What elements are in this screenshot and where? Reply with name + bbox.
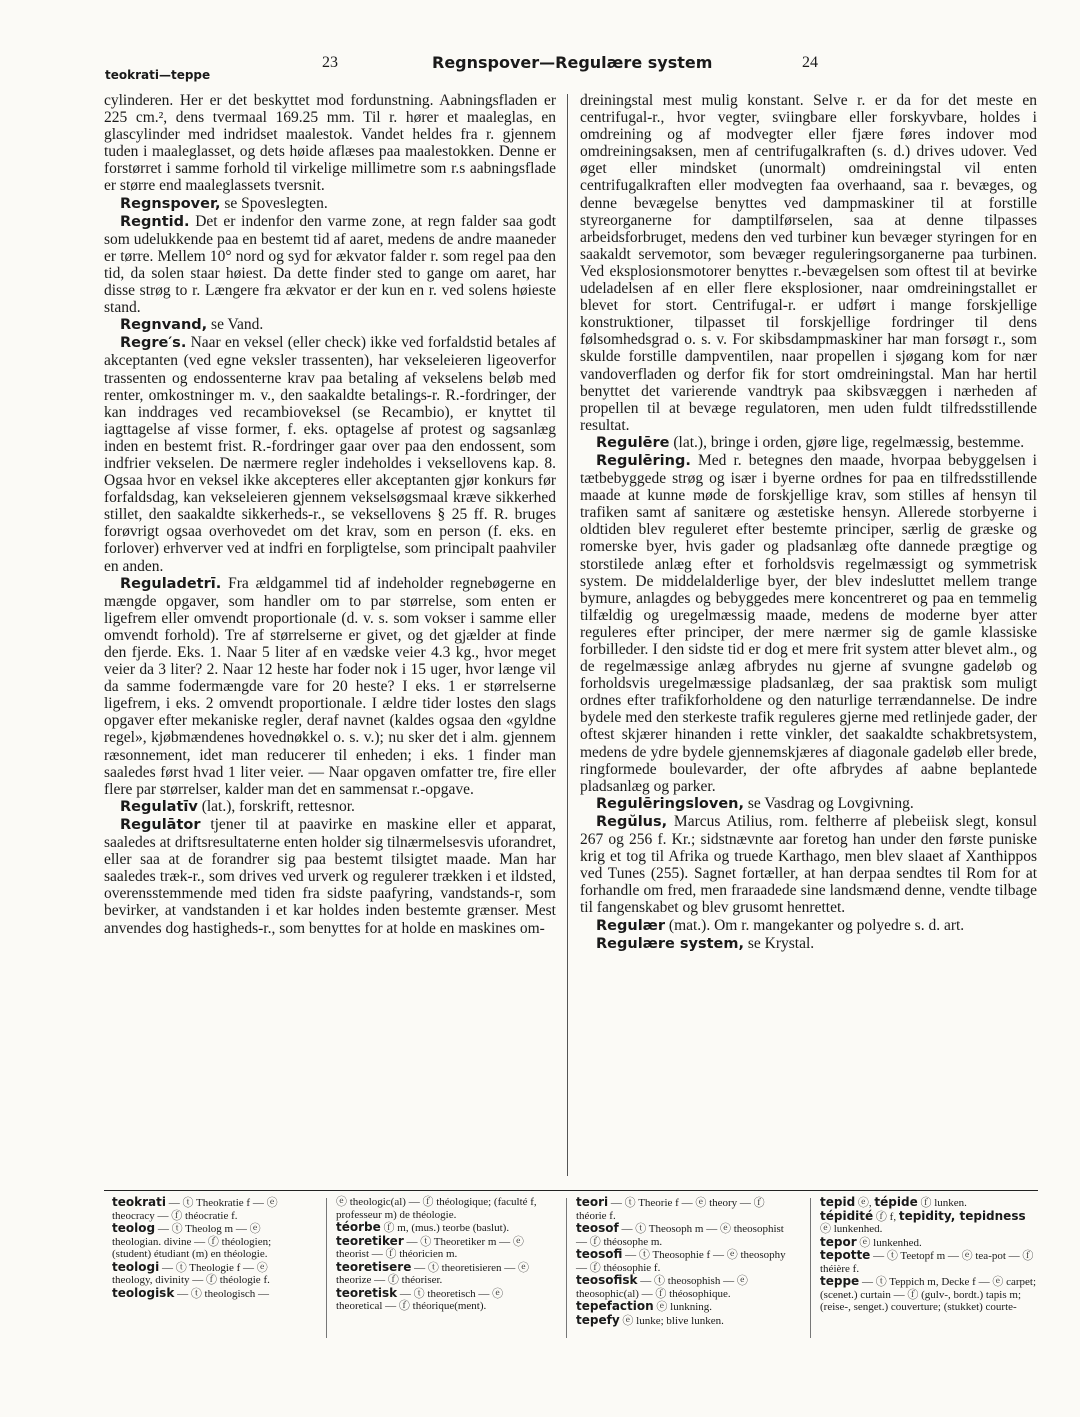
entry-text: ⓔ lunke; blive lunken. bbox=[619, 1314, 724, 1327]
headword: teologi bbox=[112, 1259, 160, 1274]
footnote-divider bbox=[326, 1198, 327, 1338]
entry-text: Marcus Atilius, rom. feltherre af plebeiisk slegt, konsul 267 og 256 f. Kr.; sidstnævnte aar foretog han under den første puniske krig et tog til Afrika og truede Karthago, men blev slaaet af Xanthippos ved Tunes (255). Sagnet fortæller, at han derpaa sendtes til Rom for at forhandle om fred, men fraraadede sine landsmænd denne, vendte tilbage til fangenskabet og blev grusomt henrettet. bbox=[580, 812, 1037, 917]
headword: teosofi bbox=[576, 1247, 623, 1261]
entry-text: — ⓣ theosophish — ⓔ theosophic(al) — ⓕ théosophique. bbox=[576, 1275, 748, 1300]
headword: teoretisk bbox=[336, 1285, 398, 1300]
entry-text: — ⓣ Teetopf m — ⓔ tea-pot — ⓕ théière f. bbox=[820, 1250, 1034, 1275]
headword: teologisk bbox=[112, 1285, 175, 1300]
footnote-entry bbox=[112, 1222, 308, 1261]
headword: Regulær bbox=[596, 917, 666, 934]
footnote-entry bbox=[336, 1261, 550, 1287]
footnote-column-2 bbox=[336, 1196, 550, 1313]
entry-text: ⓔ lunkning. bbox=[653, 1301, 713, 1313]
guide-words: teokrati—teppe bbox=[105, 68, 211, 82]
entry-text: (lat.), bringe i orden, gjøre lige, regelmæssig, bestemme. bbox=[669, 433, 1025, 451]
footnote-entry bbox=[576, 1196, 796, 1222]
entry-text: (mat.). Om r. mangekanter og polyedre s. d. art. bbox=[665, 916, 965, 934]
entry-text: dreiningstal mest mulig konstant. Selve r. er da for det meste en centrifugal-r., hvor vegter, sviingbare eller forskyvbare, holdes i omdreining og af modvegter eller fjære føres indover mod omdreiningsaksen, men af centrifugalkraften (s. d.) drives udover. Ved øget eller mindsket (unormalt) omdreiningstal vil enten centrifugalkraften eller modvegten faa overhaand, saa r. bevæges, og denne bevægelse benyttes ved dampmaskiner til at forstille styreorganerne for damptilførselen, saa at denne tilpasses arbeidsforbruget, medens den ved turbiner kun bevæger styringen for en saakaldt servemotor, som bevæger reguleringsorganerne paa turbinen. Ved eksplosionsmotorer benyttes r.-bevægelsen som oftest til at bevirke udeladelsen af en eller flere eksplosioner, naar omdreiningstallet er blevet for stort. Centrifugal-r. er udført i mange forskjellige konstruktioner, tilpasset til forskjellige fordringer til dens følsomhedsgrad o. s. v. For skibsdampmaskiner har man forsøgt r., som skulde forstille dampventilen, naar propellen i sjøgang kom for nær vandoverfladen og derfor fik for stort omdreiningstal. Man har hertil benyttet det varierende vandtryk paa skibsvæggen i nærheden af propellen til at bevæge regulatoren, men uden fuldt tilfredsstillende resultat. bbox=[580, 92, 1037, 434]
footnote-entry bbox=[820, 1196, 1038, 1210]
entry-text: Fra ældgammel tid af indeholder regnebøgerne en mængde opgaver, som handler om to par størrelse, som enten er ligefrem eller omvendt proportionale (d. v. s. som vokser i samme eller omvendt forhold). Tre af størrelserne er givet, og det gjælder at finde den fjerde. Eks. 1. Naar 5 liter af en vædske veier 4.3 kg., hvor meget veier da 3 liter? 2. Naar 12 heste har foder nok i 15 uger, hvor længe vil da samme fodermængde vare for 20 heste? I eks. 1 er størrelserne ligefrem, i eks. 2 omvendt proportionale. I ældre tider lostes den slags opgaver efter mekaniske regler, deraf navnet (kaldes ogsaa den «gyldne regel», kjøbmændenes hovednøkkel o. s. v.); nu sker det i alm. gjennem ræsonnement, idet man reducerer til enheden; i eks. 1 finder man saaledes først hvad 1 liter veier. — Naar opgaven omfatter tre, fire eller flere par størrelser, kalder man det en sammensat r.-opgave. bbox=[104, 574, 556, 798]
entry bbox=[580, 92, 1037, 434]
footnote-entry bbox=[112, 1261, 308, 1287]
headword: teokrati bbox=[112, 1195, 166, 1209]
entry bbox=[104, 798, 556, 816]
headword: Regnvand, bbox=[120, 317, 208, 334]
headword: teoretisere bbox=[336, 1259, 412, 1274]
headword: tepefaction bbox=[576, 1299, 654, 1313]
headword: tépide bbox=[874, 1195, 918, 1209]
page-number-right: 24 bbox=[802, 54, 818, 71]
entry-text: Med r. betegnes den maade, hvorpaa bebyggelsen i tætbebyggede strøg og især i byerne ordnes for paa en tilfredsstillende maade at kunne møde de forskjellige krav, som stilles af hensyn til trafiken samt af sanitære og æstetiske hensyn. Allerede storbyerne i oldtiden blev reguleret efter bestemte principer, særlig de græske og romerske byer, hvis gader og pladsanlæg ofte dannede prægtige og storstilede anlæg efter et forholdsvis regelmæssigt og symmetrisk system. De middelalderlige byer, der blev indesluttet mellem trange bymure, anlagdes og bebyggedes mere koncentreret og paa en temmelig tilfældig og uregelmæssig maade, medens de moderne byer atter reguleres efter principer, der mere nærmer sig de gamle klassiske forbilleder. I den sidste tid er dog et mere frit system atter blevet alm., og de regelmæssige anlæg afbrydes nu gjerne af svungne gadeløb og forholdsvis uregelmæssige pladsanlæg, der saa praktisk som muligt ordnes efter trafikforholdene og den naturlige terrændannelse. De indre bydele med den sterkeste trafik reguleres gjerne med retlinjede gader, der oftest skjærer hinanden i rette vinkler, det saakaldte schakbretsystem, medens de ydre bydele gjennemskjæres af diagonale gadeløb eller brede, ringformede boulevarder, der ofte afbrydes af aabne beplantede pladsanlæg og parker. bbox=[580, 451, 1037, 795]
footnote-rule bbox=[104, 1190, 1038, 1191]
footnote-entry bbox=[112, 1287, 308, 1301]
entry bbox=[580, 434, 1037, 452]
entry-text: cylinderen. Her er det beskyttet mod fordunstning. Aabningsfladen er 225 cm.², dens tvermaal 169.25 mm. Til r. hører et maaleglas, en glascylinder med indridset maalestok. Vandet heldes fra r. gjennem tuden i maaleglasset, og dets høide aflæses paa maalestokken. Denne er forstørret i samme forhold til virkelige millimetre som r.s aabningsflade er større end maaleglassets tversnit. bbox=[104, 92, 556, 195]
entry bbox=[580, 452, 1037, 795]
entry-text: se Vand. bbox=[207, 316, 264, 334]
headword: teolog bbox=[112, 1221, 156, 1235]
entry-text: — ⓣ theoretisieren — ⓔ theorize — ⓕ théoriser. bbox=[336, 1261, 529, 1286]
footnote-entry bbox=[336, 1287, 550, 1313]
footnote-column-3 bbox=[576, 1196, 796, 1327]
entry-text: Det er indenfor den varme zone, at regn falder saa godt som udelukkende paa en bestemt tid af aaret, medens de andre maaneder er tørre. Mellem 10° nord og syd for ækvator falder r. som regel paa den tid, da solen staar høiest. Da dette finder sted to gange om aaret, har disse strøg to r. Længere fra ækvator er der kun en r. ved solens høieste stand. bbox=[104, 212, 556, 317]
entry-text: (lat.), forskrift, rettesnor. bbox=[197, 797, 355, 815]
footnote-column-4 bbox=[820, 1196, 1038, 1314]
footnote-column-1 bbox=[112, 1196, 308, 1300]
footnote-entry bbox=[820, 1236, 1038, 1250]
entry-text: ⓔ, bbox=[855, 1197, 875, 1209]
footnote-entry bbox=[336, 1221, 550, 1235]
entry bbox=[104, 92, 556, 195]
footnote-entry bbox=[112, 1196, 308, 1222]
entry-text: se Vasdrag og Lovgivning. bbox=[744, 794, 914, 812]
headword: Regulēre bbox=[596, 434, 670, 451]
entry bbox=[104, 816, 556, 937]
footnote-entry bbox=[576, 1314, 796, 1328]
entry-text: ⓕ f, bbox=[873, 1210, 899, 1223]
entry bbox=[580, 795, 1037, 813]
entry-text: se Krystal. bbox=[744, 934, 815, 952]
page-number-left: 23 bbox=[322, 54, 338, 71]
footnote-entry bbox=[576, 1248, 796, 1274]
footnote-entry bbox=[336, 1235, 550, 1261]
right-column bbox=[580, 92, 1037, 953]
entry-text: — ⓣ theoretisch — ⓔ theoretical — ⓕ théorique(ment). bbox=[336, 1287, 504, 1312]
entry-text: tjener til at paavirke en maskine eller et apparat, saaledes at driftsresultaterne enten holder sig tilnærmelsesvis uforandret, eller saa at de forandrer sig paa bestemt tilsigtet maade. Man har saaledes træk-r., som drives ved urverk og regulerer trækken i et ildsted, overensstemmende med tiden fra sidste paafyring, vandstands-r, som bevirker, at vandstanden i et kar holdes inden bestemte grænser. Mest anvendes dog hastigheds-r., som benyttes for at holde en maskines om- bbox=[104, 815, 556, 937]
entry-text: — ⓣ Teppich m, Decke f — ⓔ carpet; (scenet.) curtain — ⓕ (gulv-, bordt.) tapis m; (reise-, senget.) couverture; (stukket) courte- bbox=[820, 1276, 1037, 1313]
entry-text: ⓔ lunkenhed. bbox=[856, 1236, 922, 1249]
headword: Regulatīv bbox=[120, 798, 198, 815]
headword: Regre′s. bbox=[120, 335, 187, 352]
headword: Regulātor bbox=[120, 816, 201, 833]
footnote-entry bbox=[820, 1210, 1038, 1236]
entry-text: — ⓣ theologisch — bbox=[174, 1287, 270, 1300]
footnote-entry bbox=[820, 1275, 1038, 1314]
entry-text: Naar en veksel (eller check) ikke ved forfaldstid betales af akceptanten (ved egne veksler trassenten), har vekseleieren ligeoverfor trassenten og endossenterne krav paa betaling af vekselens beløb med renter, omkostninger m. v., den saakaldte betalings-r. R.-fordringer, der kan inddrages ved recambioveksel (se Recambio), er knyttet til iagttagelse af visse former, f. eks. optagelse af protest og sagsanlæg inden en bestemt frist. R.-fordringer gaar over paa den endossent, som indfrier vekselen. De nærmere regler indeholdes i veksellovens kap. 8. Ogsaa hvor en veksel ikke akcepteres eller akceptanten gjør konkurs før forfaldsdag, kan vekseleieren gjennem vekselsøgsmaal kræve sikkerhed stillet, den saakaldte sikkerheds-r., se veksellovens § 25 ff. R. bruges forøvrigt ogsaa overhovedet om det krav, som en person (f. eks. en forlover) erhverver ved at indfri en forpligtelse, som principalt paahviler en anden. bbox=[104, 334, 556, 575]
headword: teori bbox=[576, 1195, 609, 1209]
entry-text: — ⓣ Theologie f — ⓔ theology, divinity — ⓕ théologie f. bbox=[112, 1261, 270, 1286]
entry-text: — ⓣ Theolog m — ⓔ theologian. divine — ⓕ théologien; (student) étudiant (m) en théologie. bbox=[112, 1223, 272, 1260]
entry-text: — ⓣ Theosoph m — ⓔ theosophist — ⓕ théosophe m. bbox=[576, 1223, 784, 1248]
entry bbox=[104, 334, 556, 574]
headword: Regulære system, bbox=[596, 935, 744, 952]
entry bbox=[104, 213, 556, 317]
headword: téorbe bbox=[336, 1220, 381, 1234]
headword: Regulēringsloven, bbox=[596, 795, 745, 812]
entry-text: — ⓣ Theokratie f — ⓔ theocracy — ⓕ théocratie f. bbox=[112, 1197, 278, 1222]
entry-text: ⓔ lunkenhed. bbox=[820, 1223, 883, 1235]
headword: teosof bbox=[576, 1221, 619, 1235]
column-divider bbox=[567, 94, 568, 1176]
headword: tepefy bbox=[576, 1312, 620, 1327]
headword: Regnspover, bbox=[120, 195, 221, 212]
headword: tepid bbox=[820, 1195, 856, 1209]
headword: Regŭlus, bbox=[596, 813, 668, 830]
left-column bbox=[104, 92, 556, 937]
footnote-entry bbox=[336, 1196, 550, 1221]
footnote-divider bbox=[566, 1198, 567, 1338]
entry-text: — ⓣ Theorie f — ⓔ theory — ⓕ théorie f. bbox=[576, 1197, 765, 1222]
headword: Regulēring. bbox=[596, 452, 691, 469]
entry bbox=[104, 195, 556, 213]
entry-text: ⓕ m, (mus.) teorbe (baslut). bbox=[380, 1222, 510, 1234]
entry bbox=[104, 316, 556, 334]
footnote-entry bbox=[576, 1222, 796, 1248]
entry-text: ⓔ theologic(al) — ⓕ théologique; (faculté f, professeur m) de théologie. bbox=[336, 1196, 537, 1221]
headword: tepidity, tepidness bbox=[898, 1208, 1026, 1223]
footnote-entry bbox=[576, 1274, 796, 1300]
headword: Reguladetrī. bbox=[120, 575, 222, 592]
entry-text: ⓕ lunken. bbox=[917, 1197, 967, 1209]
entry bbox=[104, 575, 556, 798]
entry-text: se Spoveslegten. bbox=[220, 194, 328, 212]
headword: tepor bbox=[820, 1234, 857, 1249]
entry-text: — ⓣ Theoretiker m — ⓔ theorist — ⓕ théoricien m. bbox=[336, 1235, 524, 1260]
footnote-entry bbox=[576, 1300, 796, 1314]
running-title: Regnspover—Regulære system bbox=[432, 53, 713, 72]
headword: teppe bbox=[820, 1274, 860, 1288]
entry bbox=[580, 935, 1037, 953]
entry bbox=[580, 813, 1037, 917]
headword: teosofisk bbox=[576, 1273, 638, 1287]
headword: tépidité bbox=[820, 1208, 874, 1223]
headword: teoretiker bbox=[336, 1233, 404, 1248]
footnote-divider bbox=[810, 1198, 811, 1338]
headword: Regntid. bbox=[120, 213, 190, 230]
entry bbox=[580, 917, 1037, 935]
footnote-entry bbox=[820, 1249, 1038, 1275]
headword: tepotte bbox=[820, 1248, 871, 1262]
entry-text: — ⓣ Theosophie f — ⓔ theosophy — ⓕ théosophie f. bbox=[576, 1249, 786, 1274]
